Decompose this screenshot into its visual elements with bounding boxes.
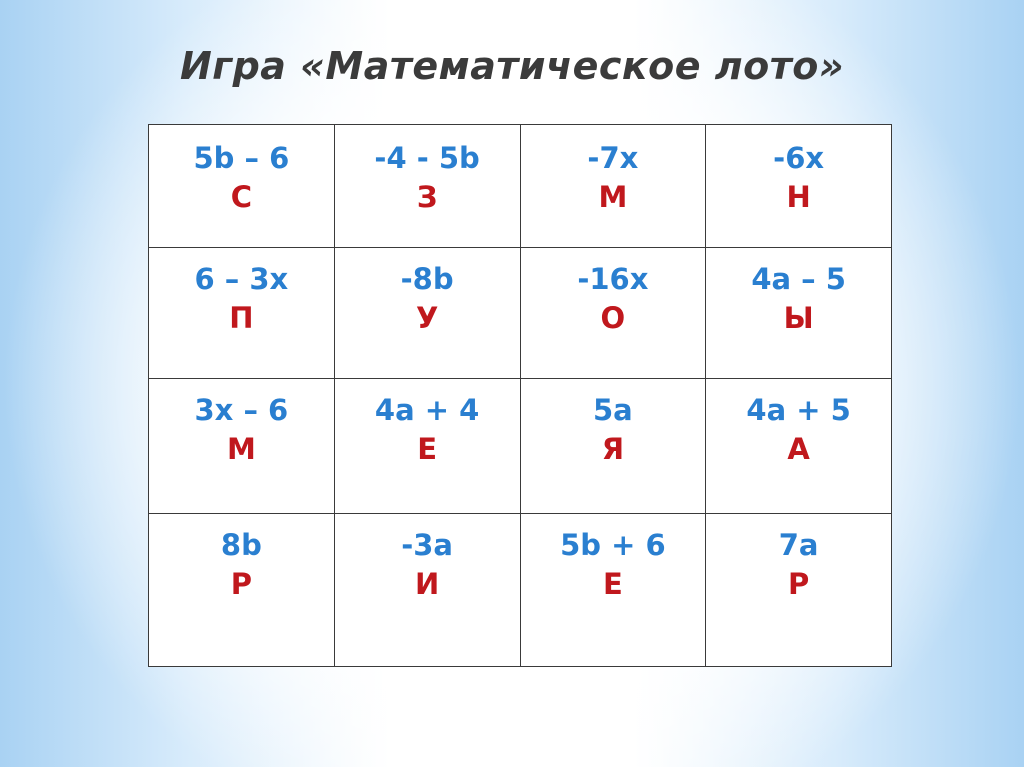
cell-letter: П bbox=[229, 301, 254, 335]
cell-letter: И bbox=[414, 567, 440, 601]
cell-letter: Р bbox=[787, 567, 810, 601]
cell-letter: Е bbox=[602, 567, 623, 601]
grid-cell bbox=[149, 514, 335, 667]
cell-expression: -3a bbox=[401, 528, 454, 562]
cell-letter: У bbox=[415, 301, 439, 335]
grid-cell bbox=[520, 125, 706, 248]
cell-letter: Н bbox=[786, 180, 811, 214]
grid-cell bbox=[334, 514, 520, 667]
cell-expression: -6x bbox=[773, 141, 825, 175]
cell-letter: М bbox=[226, 432, 256, 466]
grid-cell bbox=[334, 248, 520, 379]
cell-letter: Е bbox=[417, 432, 438, 466]
grid-cell bbox=[149, 379, 335, 514]
cell-letter: Ы bbox=[783, 301, 814, 335]
grid-cell bbox=[706, 248, 892, 379]
grid-cell bbox=[520, 514, 706, 667]
cell-expression: 5b – 6 bbox=[193, 141, 290, 175]
cell-expression: 4a + 4 bbox=[374, 393, 480, 427]
cell-expression: -8b bbox=[400, 262, 454, 296]
grid-cell bbox=[520, 379, 706, 514]
cell-expression: 4a – 5 bbox=[751, 262, 846, 296]
grid-cell bbox=[334, 379, 520, 514]
grid-row bbox=[149, 248, 892, 379]
cell-letter: С bbox=[230, 180, 253, 214]
cell-letter: М bbox=[598, 180, 628, 214]
lotto-grid bbox=[148, 124, 892, 667]
cell-expression: 7a bbox=[778, 528, 819, 562]
grid-row bbox=[149, 379, 892, 514]
cell-letter: З bbox=[416, 180, 438, 214]
cell-letter: Я bbox=[601, 432, 625, 466]
cell-letter: Р bbox=[230, 567, 252, 601]
grid-cell bbox=[149, 125, 335, 248]
cell-expression: 6 – 3x bbox=[194, 262, 289, 296]
cell-expression: 5a bbox=[593, 393, 633, 427]
grid-cell bbox=[706, 514, 892, 667]
cell-expression: 4a + 5 bbox=[746, 393, 851, 427]
cell-expression: -7x bbox=[587, 141, 639, 175]
cell-expression: 8b bbox=[220, 528, 262, 562]
cell-expression: 5b + 6 bbox=[560, 528, 666, 562]
grid-row bbox=[149, 514, 892, 667]
slide-title: Игра «Математическое лото» bbox=[179, 44, 845, 88]
grid-cell bbox=[706, 125, 892, 248]
cell-expression: -16x bbox=[577, 262, 649, 296]
grid-cell bbox=[520, 248, 706, 379]
grid-cell bbox=[149, 248, 335, 379]
cell-letter: О bbox=[600, 301, 626, 335]
grid-cell bbox=[334, 125, 520, 248]
grid-row bbox=[149, 125, 892, 248]
cell-expression: 3x – 6 bbox=[194, 393, 289, 427]
cell-letter: А bbox=[787, 432, 810, 466]
cell-expression: -4 - 5b bbox=[374, 141, 480, 175]
grid-cell bbox=[706, 379, 892, 514]
